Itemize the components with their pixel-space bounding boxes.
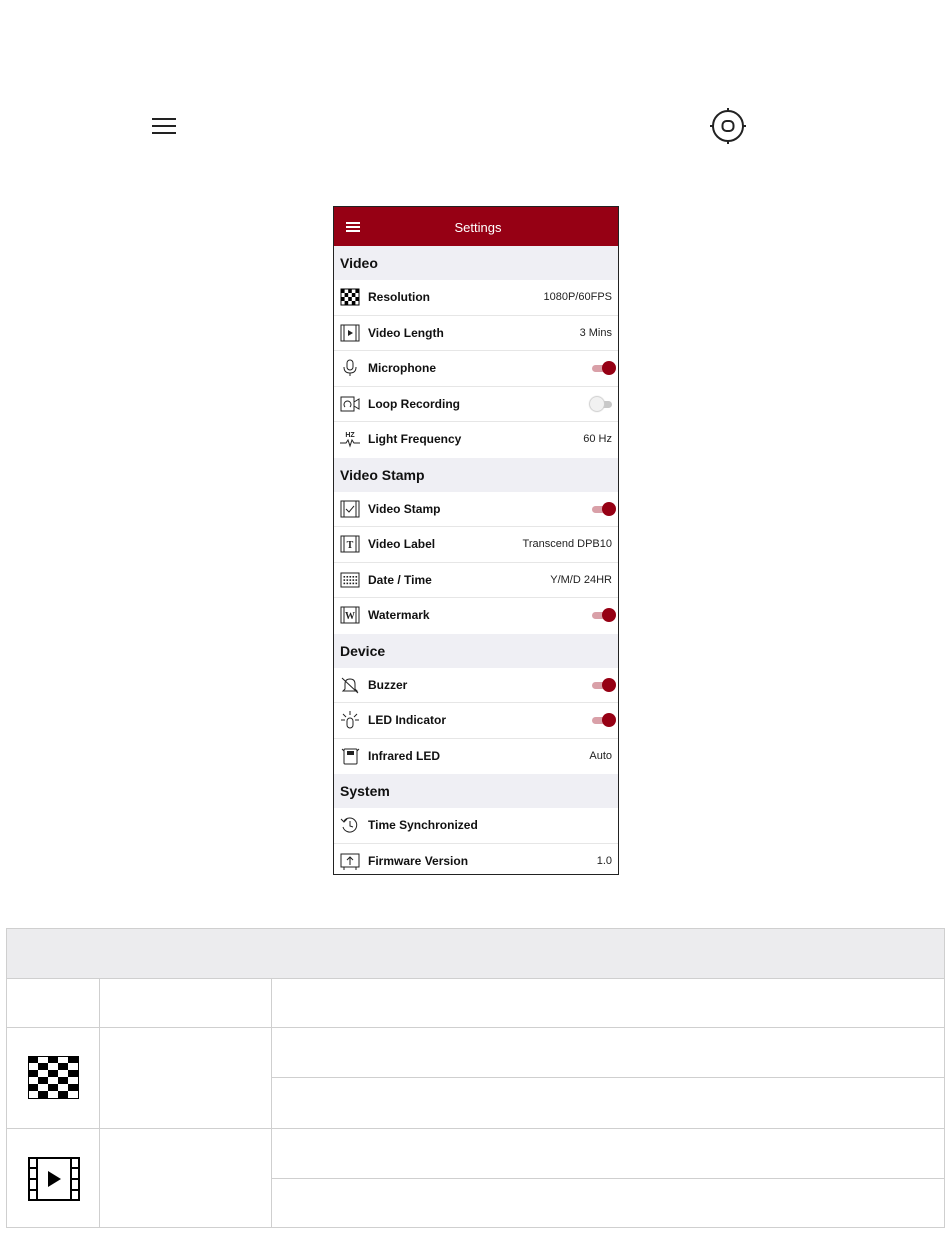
- section-header: Video Stamp: [334, 458, 618, 492]
- loop-recording-icon: [340, 395, 360, 413]
- settings-row[interactable]: [334, 808, 618, 844]
- toggle-switch[interactable]: [590, 713, 616, 728]
- settings-row-value: Auto: [589, 749, 612, 762]
- microphone-icon: [340, 359, 360, 377]
- settings-row[interactable]: [334, 422, 618, 458]
- gear-icon: [708, 106, 748, 146]
- settings-row-label: Watermark: [368, 608, 430, 622]
- table-head-cell: [271, 978, 945, 1028]
- time-sync-icon: [340, 816, 360, 834]
- settings-row[interactable]: [334, 563, 618, 599]
- settings-row-label: Buzzer: [368, 677, 408, 692]
- settings-row-value: 1.0: [596, 854, 612, 867]
- resolution-icon: [28, 1056, 79, 1099]
- settings-row-label: Infrared LED: [368, 748, 441, 763]
- settings-row-label: Video Stamp: [368, 501, 441, 516]
- table-row: [6, 1128, 100, 1228]
- settings-row[interactable]: [334, 316, 618, 352]
- settings-row[interactable]: [334, 598, 618, 634]
- app-bar: [334, 207, 618, 246]
- svg-text:HZ: HZ: [345, 432, 355, 439]
- table-cell: [271, 1178, 945, 1228]
- toggle-switch[interactable]: [590, 397, 616, 412]
- settings-list: [334, 246, 618, 875]
- settings-row-label: Firmware Version: [368, 853, 469, 868]
- settings-row-label: Video Length: [368, 325, 444, 340]
- settings-row-label: Light Frequency: [368, 432, 462, 446]
- settings-row[interactable]: [334, 703, 618, 739]
- table-cell: [99, 1027, 272, 1129]
- section-header: System: [334, 774, 618, 808]
- firmware-icon: [340, 852, 360, 870]
- buzzer-icon: [340, 676, 360, 694]
- table-cell: [99, 1128, 272, 1228]
- settings-row-label: Loop Recording: [368, 396, 460, 411]
- table-cell: [271, 1128, 945, 1179]
- settings-screen: [333, 206, 619, 875]
- app-title: Settings: [454, 220, 502, 235]
- infrared-led-icon: [340, 747, 360, 765]
- video-length-icon: [28, 1157, 80, 1201]
- svg-text:W: W: [345, 611, 355, 622]
- video-length-icon: [340, 324, 360, 342]
- watermark-icon: [340, 606, 360, 624]
- section-header: Device: [334, 634, 618, 668]
- settings-row-label: LED Indicator: [368, 713, 447, 727]
- led-indicator-icon: [340, 711, 360, 729]
- settings-row-label: Resolution: [368, 290, 430, 304]
- settings-row-value: Y/M/D 24HR: [550, 573, 612, 586]
- settings-row[interactable]: [334, 668, 618, 704]
- settings-row-label: Time Synchronized: [368, 818, 478, 832]
- table-cell: [271, 1077, 945, 1129]
- settings-row-label: Video Label: [368, 537, 436, 551]
- resolution-icon: [340, 288, 360, 306]
- table-header: [6, 928, 945, 979]
- settings-row-value: 3 Mins: [579, 326, 612, 339]
- table-head-cell: [6, 978, 100, 1028]
- svg-text:T: T: [346, 540, 354, 551]
- table-head-cell: [99, 978, 272, 1028]
- toggle-switch[interactable]: [590, 361, 616, 376]
- menu-icon: [152, 116, 176, 136]
- settings-row[interactable]: [334, 739, 618, 775]
- settings-row[interactable]: [334, 527, 618, 563]
- section-header: Video: [334, 246, 618, 280]
- settings-row-label: Date / Time: [368, 572, 432, 587]
- light-frequency-icon: [340, 430, 360, 448]
- settings-row[interactable]: [334, 387, 618, 423]
- settings-row-value: Transcend DPB10: [522, 538, 612, 550]
- date-time-icon: [340, 571, 360, 589]
- settings-row-value: 1080P/60FPS: [543, 291, 612, 303]
- settings-row[interactable]: [334, 351, 618, 387]
- icon-reference-table: [6, 928, 945, 1228]
- toggle-switch[interactable]: [590, 678, 616, 693]
- table-row: [6, 1027, 100, 1129]
- settings-row-label: Microphone: [368, 361, 436, 375]
- toggle-switch[interactable]: [590, 608, 616, 623]
- settings-row[interactable]: [334, 844, 618, 876]
- settings-row[interactable]: [334, 492, 618, 528]
- table-cell: [271, 1027, 945, 1078]
- video-stamp-icon: [340, 500, 360, 518]
- settings-row[interactable]: [334, 280, 618, 316]
- settings-row-value: 60 Hz: [583, 433, 612, 445]
- toggle-switch[interactable]: [590, 502, 616, 517]
- video-label-icon: [340, 535, 360, 553]
